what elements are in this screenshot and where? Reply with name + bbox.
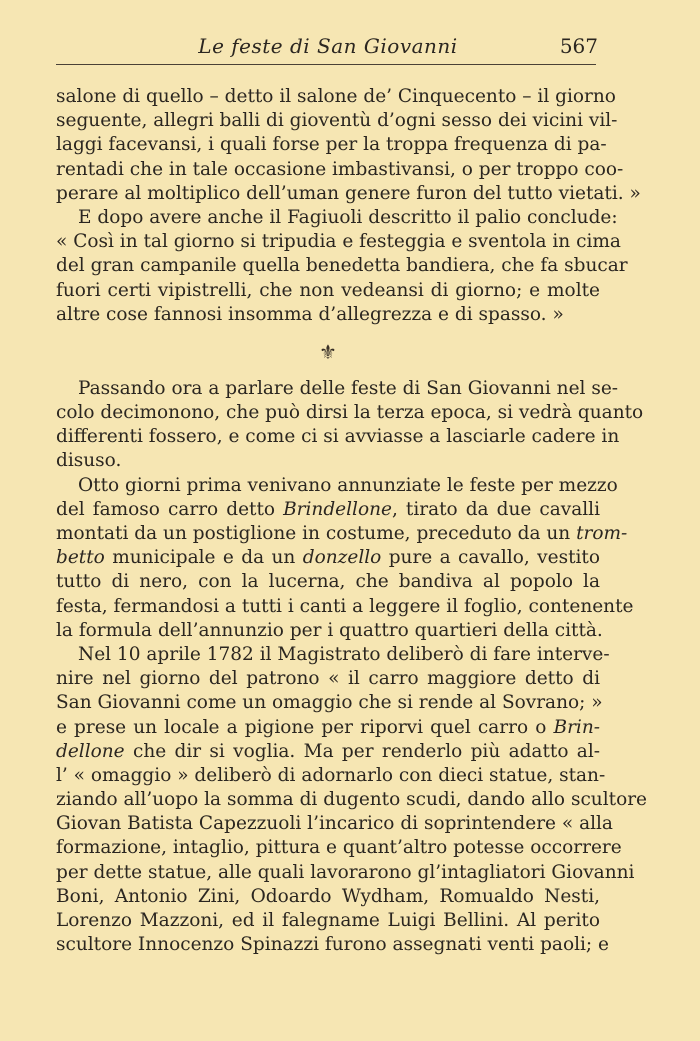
text-segment: municipale e da un <box>104 547 303 569</box>
text-line: scultore Innocenzo Spinazzi furono assegnati venti paoli; e <box>56 934 609 956</box>
text-segment: , tirato da due cavalli <box>391 498 600 520</box>
text-line: Lorenzo Mazzoni, ed il falegname Luigi Bellini. Al perito <box>56 910 600 931</box>
text-segment: pure a cavallo, vestito <box>381 547 600 569</box>
text-line: Nel 10 aprile 1782 il Magistrato deliberò di fare interve- <box>78 643 610 665</box>
text-line <box>56 546 600 570</box>
text-line: Passando ora a parlare delle feste di San Giovanni nel se- <box>78 377 619 399</box>
text-line: differenti fossero, e come ci si avviasse a lasciarle cadere in <box>56 426 620 448</box>
page-header <box>58 30 598 60</box>
text-line: perare al moltiplico dell’uman genere furon del tutto vietati. » <box>56 182 641 204</box>
text-line: per dette statue, alle quali lavorarono gl’intagliatori Giovanni <box>56 861 635 883</box>
italic-term: trom- <box>576 523 628 544</box>
text-line: tutto di nero, con la lucerna, che bandiva al popolo la <box>56 571 600 593</box>
text-line: laggi facevansi, i quali forse per la troppa frequenza di pa- <box>56 134 607 156</box>
text-line: fuori certi vipistrelli, che non vedeansi di giorno; e molte <box>56 279 600 301</box>
text-line: Boni, Antonio Zini, Odoardo Wydham, Romualdo Nesti, <box>56 885 600 907</box>
text-line: nire nel giorno del patrono « il carro maggiore detto di <box>56 668 600 690</box>
italic-term: betto <box>56 547 105 569</box>
header-rule <box>56 64 596 65</box>
text-line: altre cose fannosi insomma d’allegrezza e di spasso. » <box>56 303 564 325</box>
fleuron-ornament-icon: ⚜ <box>319 339 337 364</box>
text-line: formazione, intaglio, pittura e quant’altro potesse occorrere <box>56 837 622 859</box>
italic-term: dellone <box>56 740 125 762</box>
text-segment: del famoso carro detto <box>56 498 284 520</box>
text-line: San Giovanni come un omaggio che si rende al Sovrano; » <box>56 692 603 714</box>
text-line: ziando all’uopo la somma di dugento scudi, dando allo scultore <box>56 789 648 811</box>
italic-term: Brin- <box>553 716 600 738</box>
text-line: disuso. <box>56 450 122 472</box>
text-line: l’ « omaggio » deliberò di adornarlo con dieci statue, stan- <box>56 764 606 786</box>
text-line <box>56 498 600 522</box>
text-line: colo decimonono, che può dirsi la terza epoca, si vedrà quanto <box>56 402 644 424</box>
text-line: « Così in tal giorno si tripudia e festeggia e sventola in cima <box>56 231 621 253</box>
text-line <box>56 740 600 764</box>
page-body <box>56 85 648 957</box>
text-segment: che dir si voglia. Ma per renderlo più adatto al- <box>124 740 600 762</box>
text-segment: e prese un locale a pigione per riporvi quel carro o <box>56 716 554 738</box>
text-line: seguente, allegri balli di gioventù d’ogni sesso dei vicini vil- <box>56 110 618 132</box>
text-line <box>56 716 600 740</box>
text-line: Giovan Batista Capezzuoli l’incarico di soprintendere « alla <box>56 813 613 835</box>
running-title: Le feste di San Giovanni <box>198 34 458 58</box>
italic-term: Brindellone <box>283 498 392 520</box>
text-line: E dopo avere anche il Fagiuoli descritto il palio conclude: <box>78 206 618 228</box>
text-line: la formula dell’annunzio per i quattro quartieri della città. <box>56 619 603 641</box>
text-line <box>56 522 628 546</box>
text-segment: montati da un postiglione in costume, preceduto da un <box>56 523 577 544</box>
text-line: Otto giorni prima venivano annunziate le feste per mezzo <box>78 474 618 496</box>
text-line: del gran campanile quella benedetta bandiera, che fa sbucar <box>56 255 628 277</box>
text-line: rentadi che in tale occasione imbastivansi, o per troppo coo- <box>56 158 624 180</box>
page-number: 567 <box>559 34 598 58</box>
italic-term: donzello <box>302 547 382 569</box>
text-line: festa, fermandosi a tutti i canti a leggere il foglio, contenente <box>56 595 634 617</box>
text-line: salone di quello – detto il salone de’ Cinquecento – il giorno <box>56 86 616 107</box>
